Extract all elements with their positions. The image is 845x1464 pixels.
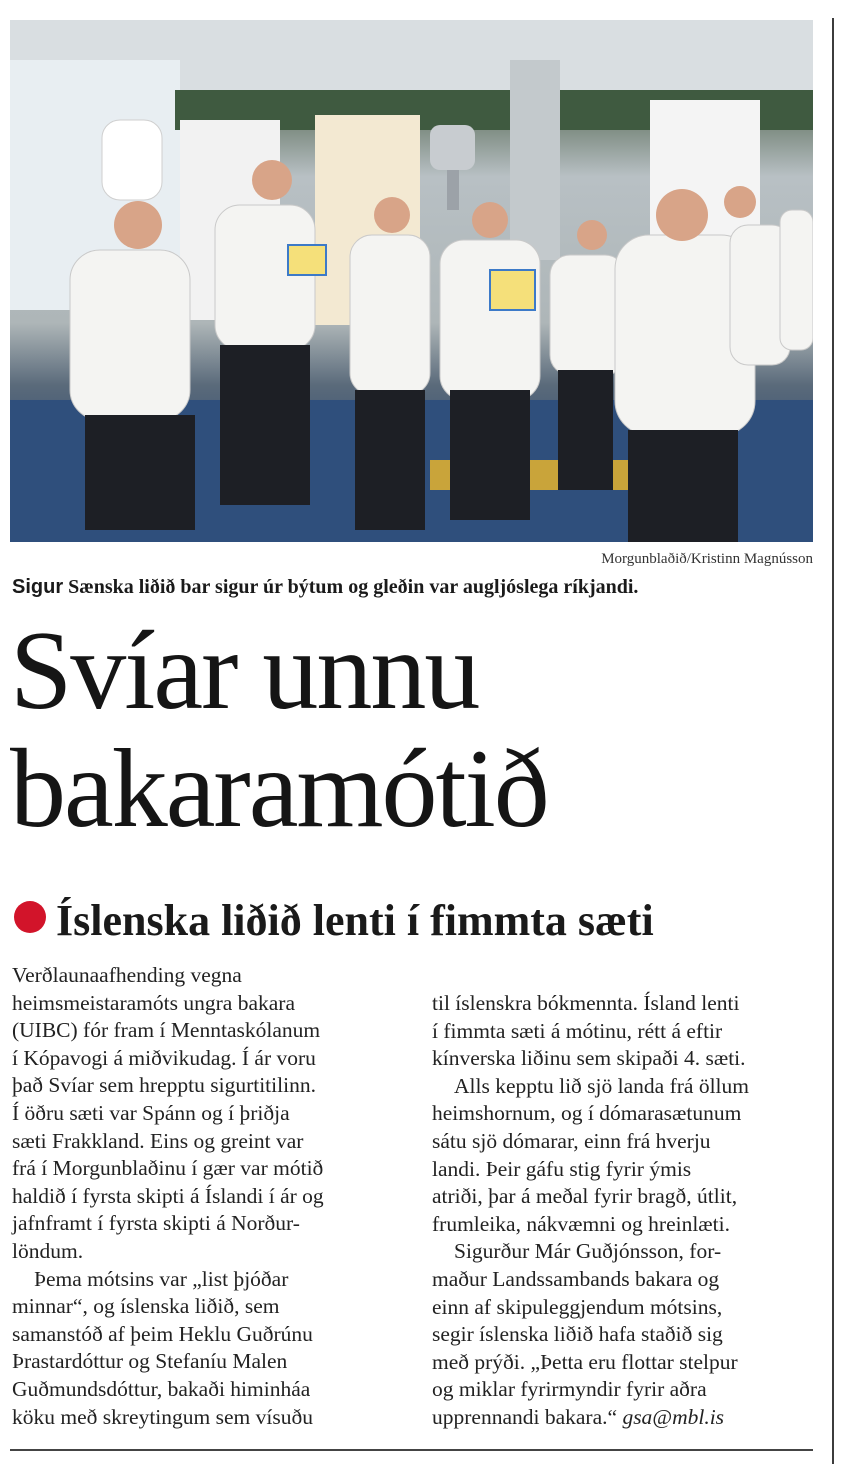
photo-illustration [10, 20, 813, 542]
body-line-text: upprennandi bakara.“ [432, 1404, 618, 1429]
body-line: Sigurður Már Guðjónsson, for- [454, 1239, 722, 1264]
body-line: það Svíar sem hrepptu sigurtitilinn. [12, 1073, 316, 1098]
article-column-1 [12, 962, 397, 1431]
body-line: köku með skreytingum sem vísuðu [12, 1404, 313, 1429]
body-line: einn af skipuleggjendum mótsins, [432, 1294, 723, 1319]
body-line: frá í Morgunblaðinu í gær var mótið [12, 1156, 324, 1181]
body-line: heimsmeistaramóts ungra bakara [12, 990, 295, 1015]
headline [10, 609, 830, 851]
body-line: maður Landssambands bakara og [432, 1266, 720, 1291]
body-line: Þema mótsins var „list þjóðar [34, 1266, 289, 1291]
body-line: og miklar fyrirmyndir fyrir aðra [432, 1377, 707, 1402]
body-line: (UIBC) fór fram í Menntaskólanum [12, 1018, 321, 1043]
body-line: sæti Frakkland. Eins og greint var [12, 1128, 304, 1153]
body-line: segir íslenska liðið hafa staðið sig [432, 1322, 723, 1347]
body-line: í fimmta sæti á mótinu, rétt á eftir [432, 1018, 723, 1043]
body-line: atriði, þar á meðal fyrir bragð, útlit, [432, 1184, 738, 1209]
body-line: frumleika, nákvæmni og hreinlæti. [432, 1211, 730, 1236]
body-line: til íslenskra bókmennta. Ísland lenti [432, 991, 740, 1015]
column-divider [832, 18, 834, 1464]
subheadline-text: Íslenska liðið lenti í fimmta sæti [56, 896, 654, 945]
bottom-rule [10, 1449, 813, 1451]
subheadline [14, 893, 829, 949]
photo-credit: Morgunblaðið/Kristinn Magnússon [601, 551, 813, 567]
body-line: kínverska liðinu sem skipaði 4. sæti. [432, 1046, 746, 1071]
body-line-last [432, 1404, 827, 1432]
body-line: samanstóð af þeim Heklu Guðrúnu [12, 1321, 313, 1346]
body-line: Í öðru sæti var Spánn og í þriðja [12, 1100, 290, 1125]
body-line: haldið í fyrsta skipti á Íslandi í ár og [12, 1183, 324, 1208]
body-line: löndum. [12, 1238, 84, 1263]
body-line: minnar“, og íslenska liðið, sem [12, 1294, 280, 1319]
body-line: heimshornum, og í dómarasætunum [432, 1101, 742, 1126]
body-line: í Kópavogi á miðvikudag. Í ár voru [12, 1045, 316, 1070]
caption-text: Sænska liðið bar sigur úr býtum og gleðin var augljóslega ríkjandi. [68, 576, 639, 598]
article-column-2 [432, 990, 827, 1432]
headline-line-1: Svíar unnu [10, 609, 479, 733]
photo-caption [12, 576, 812, 599]
body-line: með prýði. „Þetta eru flottar stelpur [432, 1349, 738, 1374]
caption-kicker: Sigur [12, 576, 64, 598]
headline-line-2: bakaramótið [10, 727, 548, 851]
body-line: sátu sjö dómarar, einn frá hverju [432, 1128, 711, 1153]
body-line: Þrastardóttur og Stefaníu Malen [12, 1349, 288, 1374]
body-line: Verðlaunaafhending vegna [12, 963, 242, 987]
body-line: landi. Þeir gáfu stig fyrir ýmis [432, 1156, 692, 1181]
body-line: Alls kepptu lið sjö landa frá öllum [454, 1073, 749, 1098]
red-bullet-icon [14, 901, 46, 933]
body-line: Guðmundsdóttur, bakaði himinháa [12, 1376, 311, 1401]
author-signature[interactable]: gsa@mbl.is [622, 1404, 725, 1429]
award-photo [10, 20, 813, 542]
body-line: jafnframt í fyrsta skipti á Norður- [12, 1211, 300, 1236]
